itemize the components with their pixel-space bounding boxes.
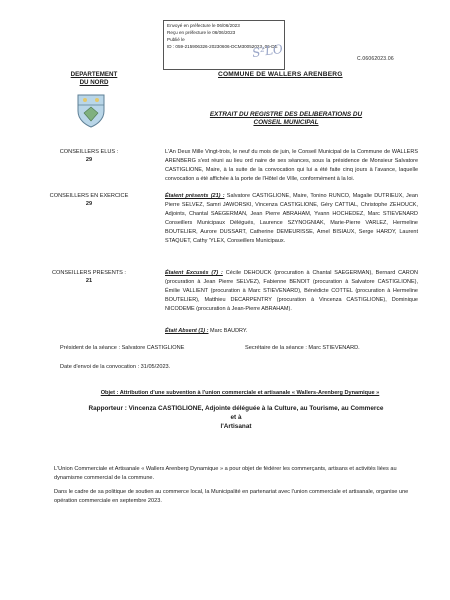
convocation-date: Date d'envoi de la convocation : 31/05/2023.: [60, 364, 171, 370]
rapporteur-block: [86, 404, 386, 431]
commune-title: COMMUNE DE WALLERS ARENBERG: [218, 71, 343, 78]
elus-label-block: [44, 148, 134, 164]
exercice-label: CONSEILLERS EN EXERCICE: [49, 193, 129, 199]
excuses-list: Cécile DEHOUCK (procuration à Chantal SAEGERMAN), Bernard CARON (procuration à Jean Pierre SELVEZ), Fabienne BENOIT (procuration à Salvatore CASTIGLIONE), Émilie VALLIENT (procuration à Marc STIEVENARD), Bénédicte COTTEL (procuration à Hermeline BOUTELIER), Matthieu DECARPENTRY (procuration à Vincenza CASTIGLIONE), Dominique NICODEME (procuration à Jean-Pierre ABRAHAM).: [165, 270, 418, 312]
exercice-count: 29: [85, 201, 93, 207]
extrait-line: EXTRAIT DU REGISTRE DES DELIBERATIONS DU: [209, 111, 363, 118]
elus-label: CONSEILLERS ELUS :: [59, 149, 119, 155]
department-line: DEPARTEMENT: [70, 71, 118, 78]
presents-lead: Étaient présents (21) :: [165, 193, 225, 199]
president-line: Président de la séance : Salvatore CASTIGLIONE: [60, 345, 185, 351]
elus-count: 29: [85, 157, 93, 163]
presents-label-block: [44, 269, 134, 285]
absent-paragraph: [165, 327, 418, 336]
coat-of-arms-icon: [76, 93, 106, 129]
rapporteur-line: l'Artisanat: [220, 423, 252, 430]
document-reference: C.06062023.06: [357, 56, 394, 62]
stamp-line: ID : 059-215906326-20230606-DCM30052023_06-DE: [167, 44, 278, 49]
presents-paragraph: [165, 192, 418, 245]
presents-list: Salvatore CASTIGLIONE, Maire, Tonino RUNCO, Magalie DUTRIEUX, Jean Pierre SELVEZ, Samri JAWORSKI, Vincenza CASTIGLIONE, Géry CATTIAL, Christophe ZEHOUCK, Adjoints, Chantal SAEGERMAN, Jean Pierre ABRAHAM, Yvann HOCHEDEZ, Marc STIEVENARD Conseillers Municipaux Délégués, Laurence SZYNOGNIAK, Marie-Pierre VARLEZ, Hermeline BOUTELIER, Aurore DUSSART, Catherine DEMEURISSE, Arnel BISIAUX, Serge HARDY, Laurent STAQUET, Cathy 'YLEX, Conseillers Municipaux.: [165, 193, 418, 244]
extrait-line: CONSEIL MUNICIPAL: [253, 119, 319, 126]
stamp-line: Envoyé en préfecture le 06/06/2023: [167, 23, 240, 28]
absent-list: Marc BAUDRY.: [208, 328, 248, 334]
presents-count: 21: [85, 278, 93, 284]
body-paragraph: L'Union Commerciale et Artisanale « Wallers Arenberg Dynamique » a pour objet de fédérer les commerçants, artisans et activités liées au dynamisme commercial de la commune.: [54, 466, 397, 481]
elus-text: L'An Deux Mille Vingt-trois, le neuf du mois de juin, le Conseil Municipal de la Commune de WALLERS ARENBERG s'est réuni au lieu ord naire de ses séances, sous la présidence de Monsieur Salvatore CASTIGLIONE, Maire, à la suite de la convocation qui lui a été faite cinq jours à l'avance, laquelle convocation a été affichée à la porte de l'Hôtel de Ville, conformément à la loi.: [165, 149, 418, 182]
presents-label: CONSEILLERS PRESENTS :: [52, 270, 126, 276]
excuses-lead: Étaient Excusés (7) :: [165, 270, 223, 276]
stamp-line: Publié le: [167, 37, 185, 42]
excuses-paragraph: [165, 269, 418, 314]
secretaire-line: Secrétaire de la séance : Marc STIEVENARD.: [245, 345, 360, 351]
department-heading: [58, 71, 130, 87]
absent-lead: Était Absent (1) :: [165, 328, 209, 334]
extrait-title: [186, 111, 386, 127]
stamp-line: Reçu en préfecture le 06/06/2023: [167, 30, 236, 35]
rapporteur-line: Rapporteur : Vincenza CASTIGLIONE, Adjointe déléguée à la Culture, au Tourisme, au Commerce et à: [88, 405, 384, 421]
stamp-signature: S²LO: [251, 41, 284, 61]
department-line: DU NORD: [79, 79, 109, 86]
objet-line: Objet : Attribution d'une subvention à l'union commerciale et artisanale « Wallers-Arenberg Dynamique »: [100, 390, 380, 396]
body-paragraph: Dans le cadre de sa politique de soutien au commerce local, la Municipalité en partenariat avec l'union commerciale et artisanale, organise une opération commerciale en septembre 2023.: [54, 489, 409, 504]
exercice-label-block: [44, 192, 134, 208]
